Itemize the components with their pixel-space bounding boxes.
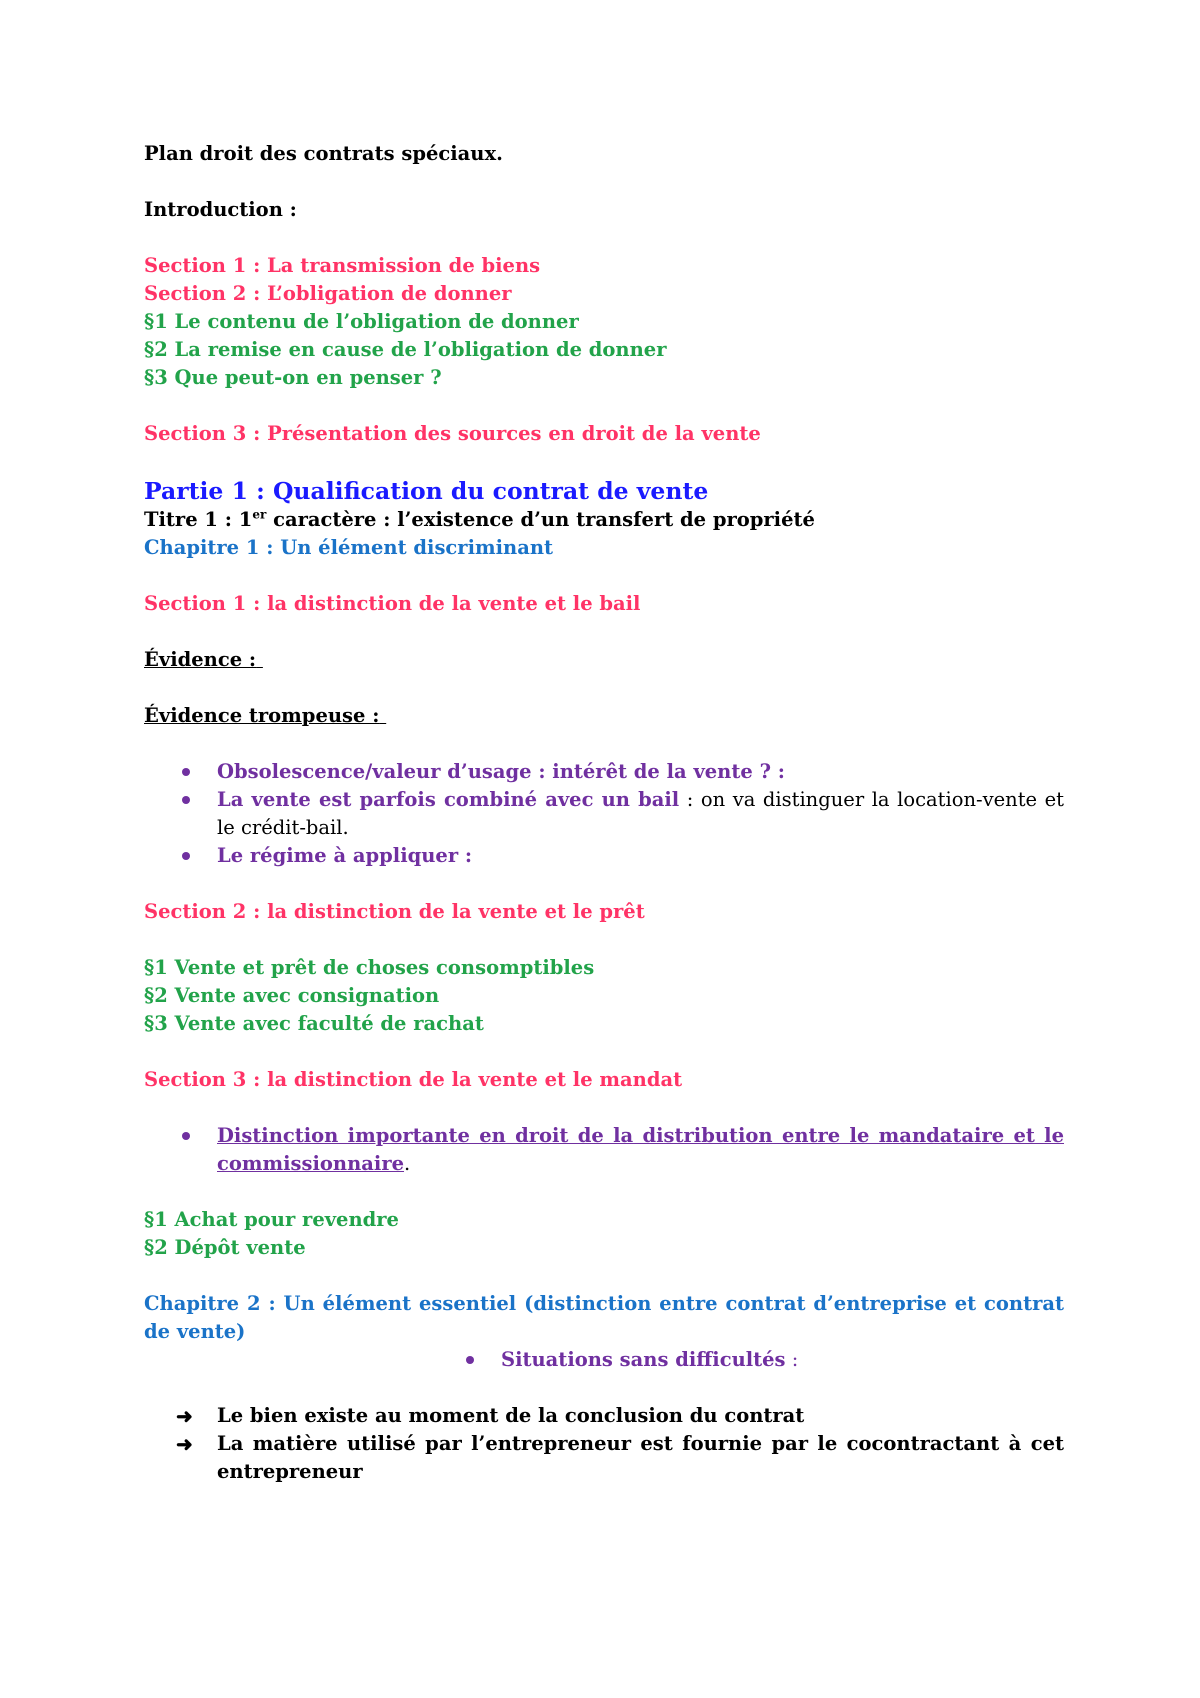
document-page (144, 140, 1064, 1486)
intro-paragraph-2: §2 La remise en cause de l’obligation de donner (144, 338, 667, 361)
purple-dot-icon (182, 852, 190, 860)
purple-dot-icon (182, 796, 190, 804)
chapitre-1-heading: Chapitre 1 : Un élément discriminant (144, 536, 554, 559)
chapter1-section-3: Section 3 : la distinction de la vente et le mandat (144, 1068, 683, 1091)
situations-bullet: Situations sans difficultés : (144, 1346, 1064, 1374)
list-item: Distinction importante en droit de la distribution entre le mandataire et le commissionnaire. (144, 1122, 1064, 1178)
purple-dot-icon (182, 768, 190, 776)
arrow-list (144, 1402, 1064, 1486)
section2-paragraph-2: §2 Vente avec consignation (144, 984, 440, 1007)
list-item: ➜ La matière utilisé par l’entrepreneur est fournie par le cocontractant à cet entrepreneur (176, 1432, 1064, 1483)
intro-paragraph-3: §3 Que peut-on en penser ? (144, 366, 442, 389)
intro-paragraph-1: §1 Le contenu de l’obligation de donner (144, 310, 579, 333)
evidence-trompeuse-heading: Évidence trompeuse : (144, 704, 380, 727)
chapitre-2-heading: Chapitre 2 : Un élément essentiel (distinction entre contrat d’entreprise et contrat de vente) (144, 1292, 1064, 1343)
intro-section-2: Section 2 : L’obligation de donner (144, 282, 512, 305)
chapter1-section-1: Section 1 : la distinction de la vente et le bail (144, 592, 641, 615)
document-title: Plan droit des contrats spéciaux. (144, 142, 503, 165)
section2-paragraph-3: §3 Vente avec faculté de rachat (144, 1012, 484, 1035)
evidence-heading: Évidence : (144, 648, 257, 671)
intro-section-1: Section 1 : La transmission de biens (144, 254, 541, 277)
bullet-list-bail (144, 758, 1064, 870)
section3-paragraph-2: §2 Dépôt vente (144, 1236, 306, 1259)
list-item: La vente est parfois combiné avec un bail : on va distinguer la location-vente et le crédit-bail. (144, 786, 1064, 842)
right-arrow-icon: ➜ (176, 1404, 193, 1428)
section2-paragraph-1: §1 Vente et prêt de choses consomptibles (144, 956, 595, 979)
purple-dot-icon (182, 1132, 190, 1140)
list-item: Le régime à appliquer : (144, 842, 1064, 870)
bullet-list-mandat (144, 1122, 1064, 1178)
section3-paragraph-1: §1 Achat pour revendre (144, 1208, 399, 1231)
titre-1-heading: Titre 1 : 1er caractère : l’existence d’un transfert de propriété (144, 507, 815, 531)
right-arrow-icon: ➜ (176, 1432, 193, 1456)
chapter1-section-2: Section 2 : la distinction de la vente et le prêt (144, 900, 645, 923)
partie-1-heading: Partie 1 : Qualification du contrat de vente (144, 477, 709, 505)
intro-section-3: Section 3 : Présentation des sources en droit de la vente (144, 422, 761, 445)
list-item: ➜ Le bien existe au moment de la conclusion du contrat (176, 1404, 805, 1428)
list-item: Obsolescence/valeur d’usage : intérêt de la vente ? : (144, 758, 1064, 786)
introduction-heading: Introduction : (144, 198, 297, 221)
purple-dot-icon (466, 1356, 474, 1364)
